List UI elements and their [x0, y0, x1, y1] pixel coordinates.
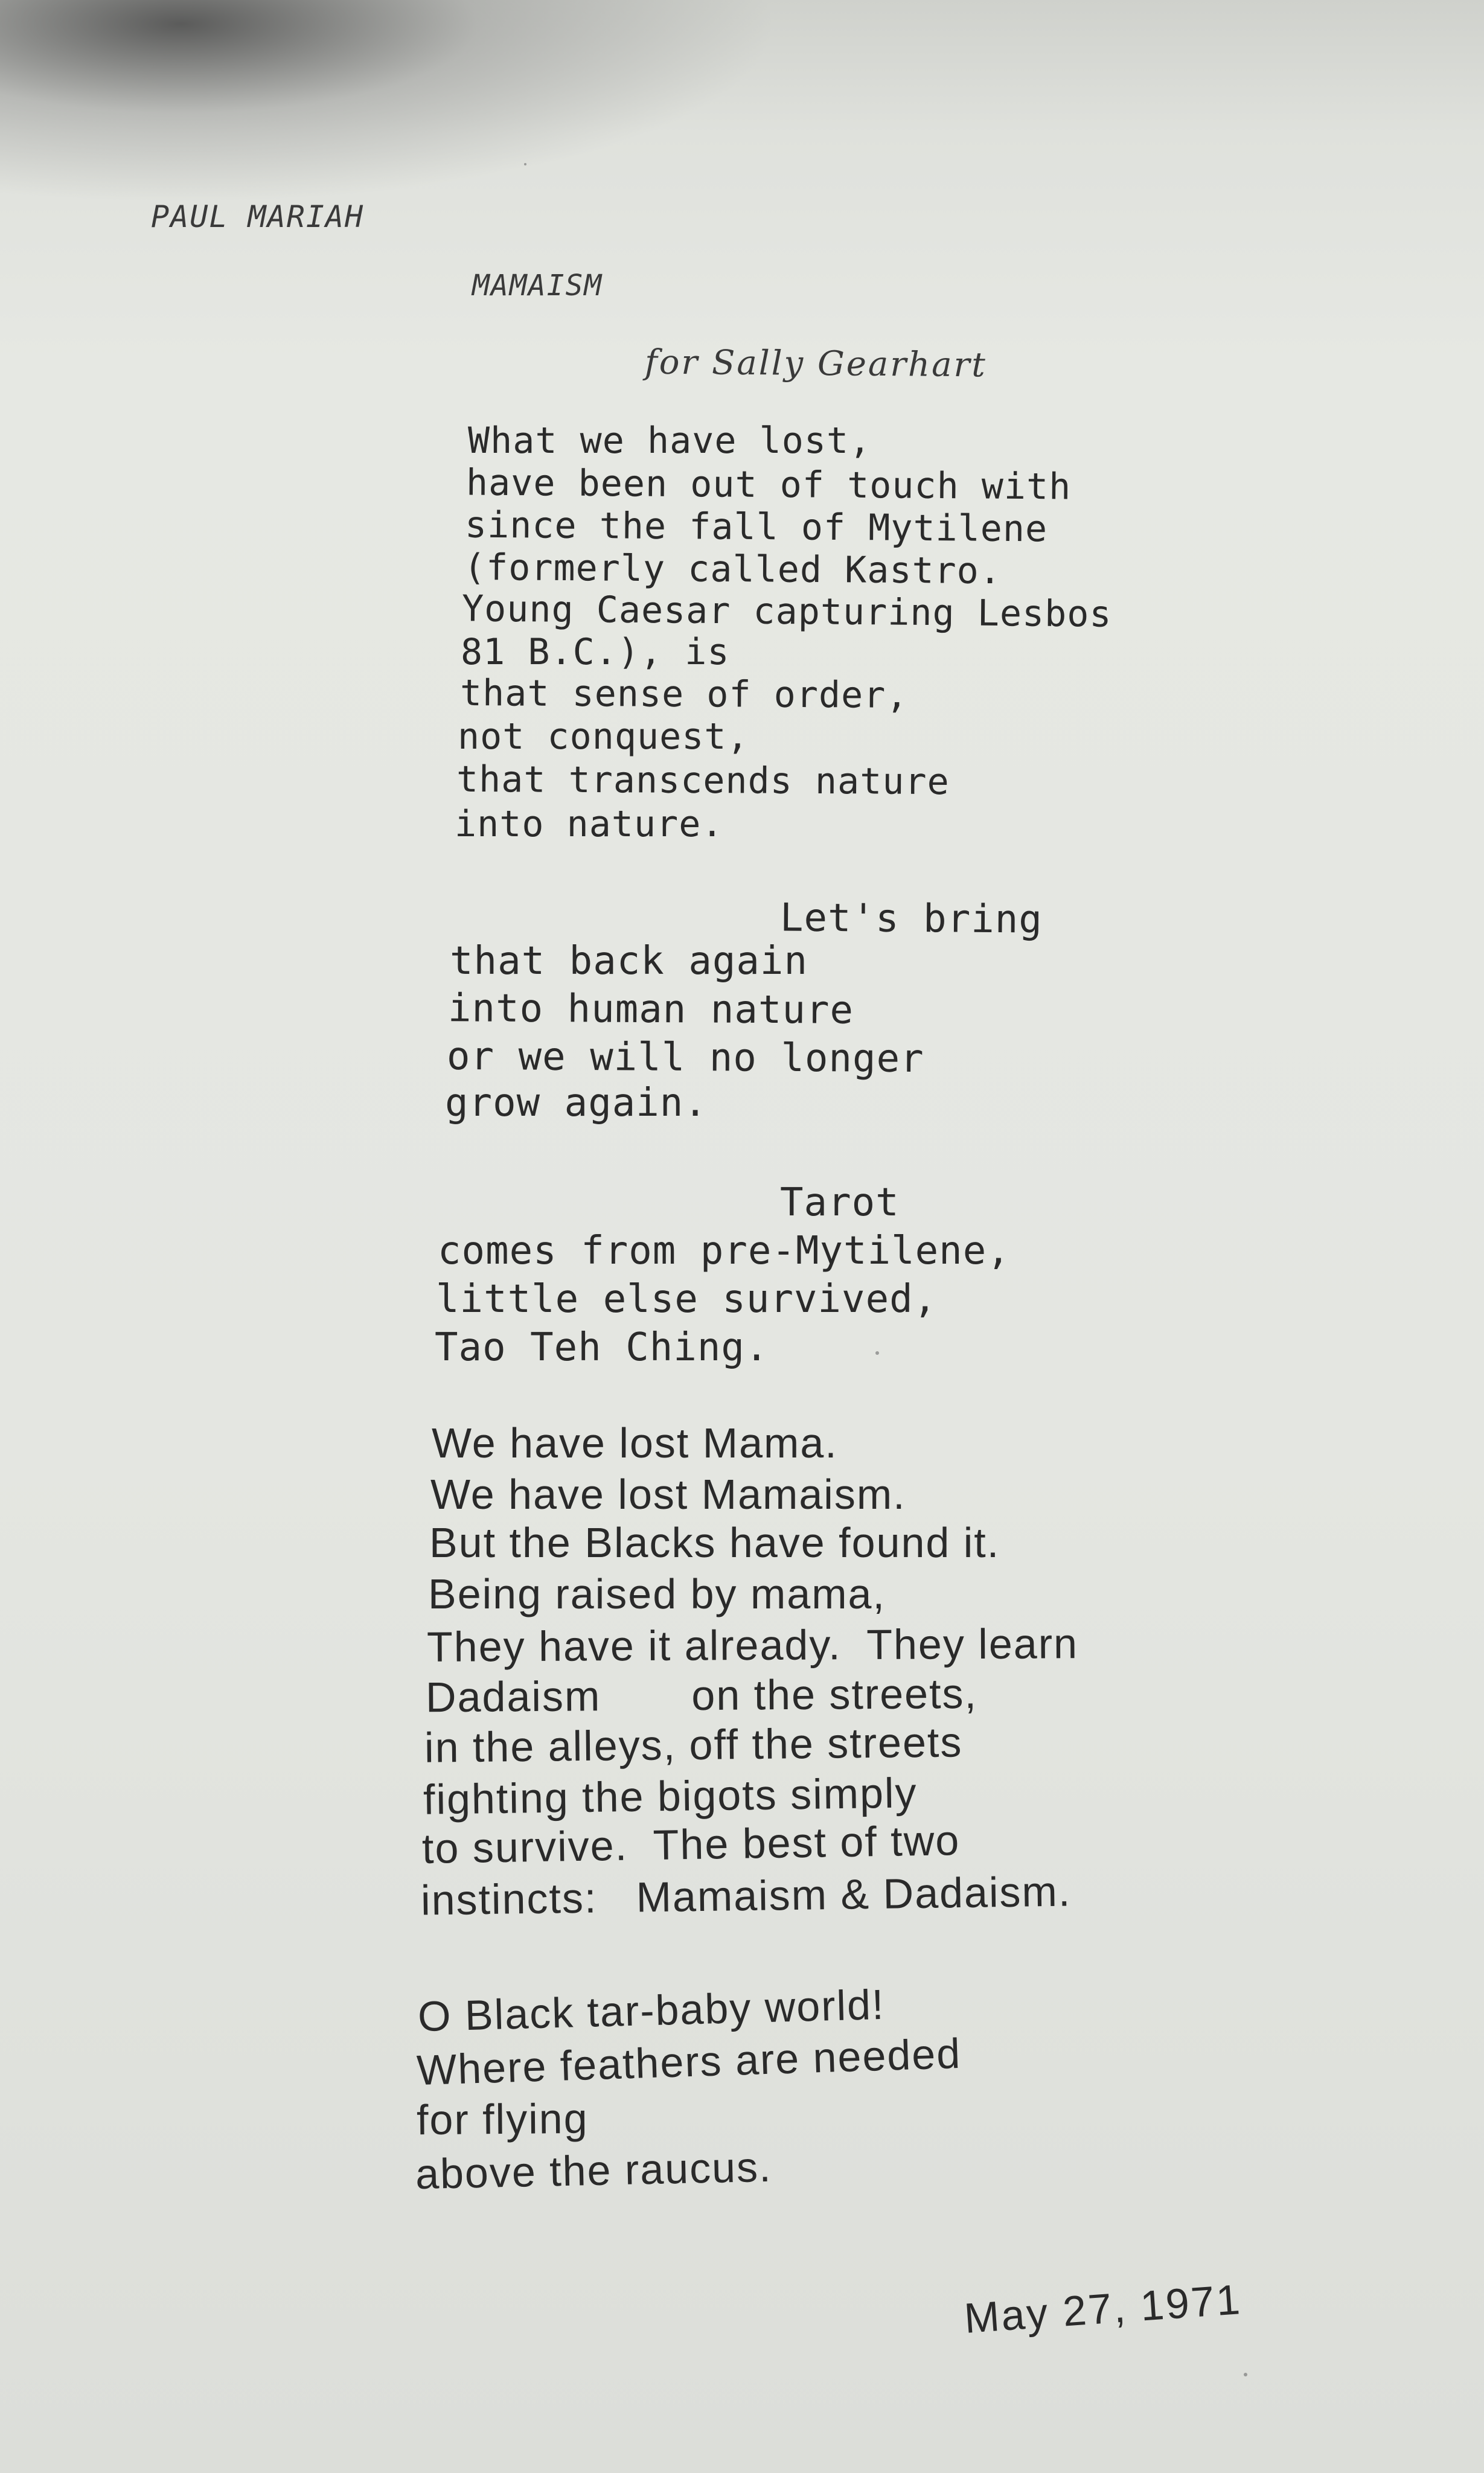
stanza-4-line: But the Blacks have found it. [429, 1519, 1000, 1566]
paper-speck [1244, 2373, 1247, 2376]
paper-speck [875, 1351, 879, 1355]
stanza-4-line: We have lost Mama. [432, 1419, 838, 1467]
stanza-3-line: little else survived, [436, 1277, 938, 1322]
poem-title: MAMAISM [472, 269, 603, 302]
stanza-2-line: into human nature [447, 986, 854, 1033]
paper-speck [524, 163, 526, 165]
poem-dedication: for Sally Gearhart [644, 342, 988, 385]
stanza-3-line: Tao Teh Ching. [435, 1325, 769, 1370]
stanza-5-line: Where feathers are needed [415, 2029, 962, 2094]
stanza-1-line: into nature. [455, 803, 724, 845]
stanza-2-line: or we will no longer [446, 1034, 924, 1082]
stanza-1-line: that transcends nature [456, 758, 950, 804]
stanza-3-line: Tarot [780, 1180, 900, 1225]
stanza-4-line: We have lost Mamaism. [430, 1471, 906, 1518]
stanza-4-line: Dadaism on the streets, [425, 1669, 978, 1721]
stanza-2-line: that back again [450, 939, 808, 984]
stanza-4-line: in the alleys, off the streets [424, 1718, 963, 1771]
stanza-1-line: that sense of order, [459, 672, 909, 717]
stanza-2-line: Let's bring [779, 895, 1043, 942]
stanza-1-line: 81 B.C.), is [461, 631, 730, 673]
stanza-1-line: What we have lost, [468, 420, 872, 462]
stanza-1-line: Young Caesar capturing Lesbos [461, 587, 1112, 636]
stanza-5-line: above the raucus. [415, 2143, 773, 2198]
stanza-1-line: since the fall of Mytilene [464, 504, 1048, 551]
stanza-4-line: Being raised by mama, [428, 1570, 886, 1617]
stanza-5-line: for flying [416, 2094, 589, 2144]
stanza-3-line: comes from pre-Mytilene, [438, 1229, 1011, 1273]
poem-date: May 27, 1971 [962, 2276, 1243, 2343]
stanza-4-line: They have it already. They learn [426, 1620, 1079, 1671]
stanza-1-line: have been out of touch with [465, 461, 1072, 508]
stanza-1-line: not conquest, [458, 715, 749, 758]
author-name: PAUL MARIAH [151, 199, 365, 234]
stanza-2-line: grow again. [445, 1081, 708, 1125]
stanza-4-line: fighting the bigots simply [423, 1769, 918, 1823]
stanza-1-line: (formerly called Kastro. [463, 546, 1002, 593]
stanza-4-line: to survive. The best of two [421, 1817, 961, 1872]
stanza-5-line: O Black tar-baby world! [417, 1980, 886, 2041]
stanza-4-line: instincts: Mamaism & Dadaism. [420, 1867, 1072, 1924]
